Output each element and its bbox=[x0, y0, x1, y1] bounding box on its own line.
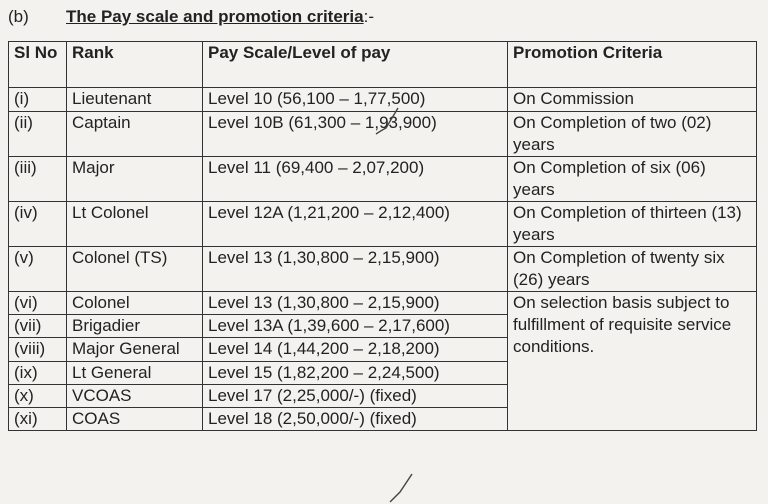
table-row bbox=[9, 112, 757, 157]
cell-rank: VCOAS bbox=[67, 385, 203, 408]
cell-pay: Level 13 (1,30,800 – 2,15,900) bbox=[203, 247, 508, 292]
header-promotion-criteria: Promotion Criteria bbox=[508, 42, 757, 88]
cell-pay: Level 17 (2,25,000/-) (fixed) bbox=[203, 385, 508, 408]
cell-criteria: On Commission bbox=[508, 88, 757, 112]
table-header-row bbox=[9, 42, 757, 88]
cell-selection-criteria: On selection basis subject to fulfillment of requisite service conditions. bbox=[508, 292, 757, 431]
cell-sl: (i) bbox=[9, 88, 67, 112]
cell-sl: (iv) bbox=[9, 202, 67, 247]
table-row bbox=[9, 157, 757, 202]
header-rank: Rank bbox=[67, 42, 203, 88]
table-row bbox=[9, 88, 757, 112]
cell-sl: (xi) bbox=[9, 408, 67, 431]
cell-pay: Level 13A (1,39,600 – 2,17,600) bbox=[203, 315, 508, 338]
cell-pay: Level 18 (2,50,000/-) (fixed) bbox=[203, 408, 508, 431]
cell-criteria: On Completion of twenty six (26) years bbox=[508, 247, 757, 292]
cell-sl: (ii) bbox=[9, 112, 67, 157]
section-title: The Pay scale and promotion criteria bbox=[66, 7, 364, 26]
cell-pay: Level 14 (1,44,200 – 2,18,200) bbox=[203, 338, 508, 362]
cell-rank: Colonel bbox=[67, 292, 203, 315]
cell-rank: Major bbox=[67, 157, 203, 202]
section-label: (b) bbox=[8, 7, 29, 26]
cell-rank: Major General bbox=[67, 338, 203, 362]
section-title-suffix: :- bbox=[363, 7, 374, 26]
cell-rank: Colonel (TS) bbox=[67, 247, 203, 292]
table-row bbox=[9, 292, 757, 315]
cell-rank: Lt General bbox=[67, 362, 203, 385]
table-row bbox=[9, 247, 757, 292]
cell-criteria: On Completion of two (02) years bbox=[508, 112, 757, 157]
cell-sl: (viii) bbox=[9, 338, 67, 362]
cell-pay: Level 12A (1,21,200 – 2,12,400) bbox=[203, 202, 508, 247]
cell-pay: Level 11 (69,400 – 2,07,200) bbox=[203, 157, 508, 202]
pen-tick-mark bbox=[388, 470, 418, 504]
cell-pay: Level 15 (1,82,200 – 2,24,500) bbox=[203, 362, 508, 385]
cell-sl: (vii) bbox=[9, 315, 67, 338]
header-pay-scale: Pay Scale/Level of pay bbox=[203, 42, 508, 88]
cell-pay: Level 10 (56,100 – 1,77,500) bbox=[203, 88, 508, 112]
cell-rank: COAS bbox=[67, 408, 203, 431]
section-heading bbox=[8, 4, 374, 30]
cell-rank: Lieutenant bbox=[67, 88, 203, 112]
table-row bbox=[9, 202, 757, 247]
cell-rank: Captain bbox=[67, 112, 203, 157]
cell-rank: Brigadier bbox=[67, 315, 203, 338]
cell-rank: Lt Colonel bbox=[67, 202, 203, 247]
cell-criteria: On Completion of thirteen (13) years bbox=[508, 202, 757, 247]
cell-pay: Level 13 (1,30,800 – 2,15,900) bbox=[203, 292, 508, 315]
cell-sl: (vi) bbox=[9, 292, 67, 315]
cell-pay: Level 10B (61,300 – 1,93,900) bbox=[203, 112, 508, 157]
cell-sl: (x) bbox=[9, 385, 67, 408]
cell-sl: (ix) bbox=[9, 362, 67, 385]
cell-criteria: On Completion of six (06) years bbox=[508, 157, 757, 202]
cell-sl: (v) bbox=[9, 247, 67, 292]
header-sl-no: Sl No bbox=[9, 42, 67, 88]
pay-scale-table bbox=[8, 41, 757, 431]
cell-sl: (iii) bbox=[9, 157, 67, 202]
